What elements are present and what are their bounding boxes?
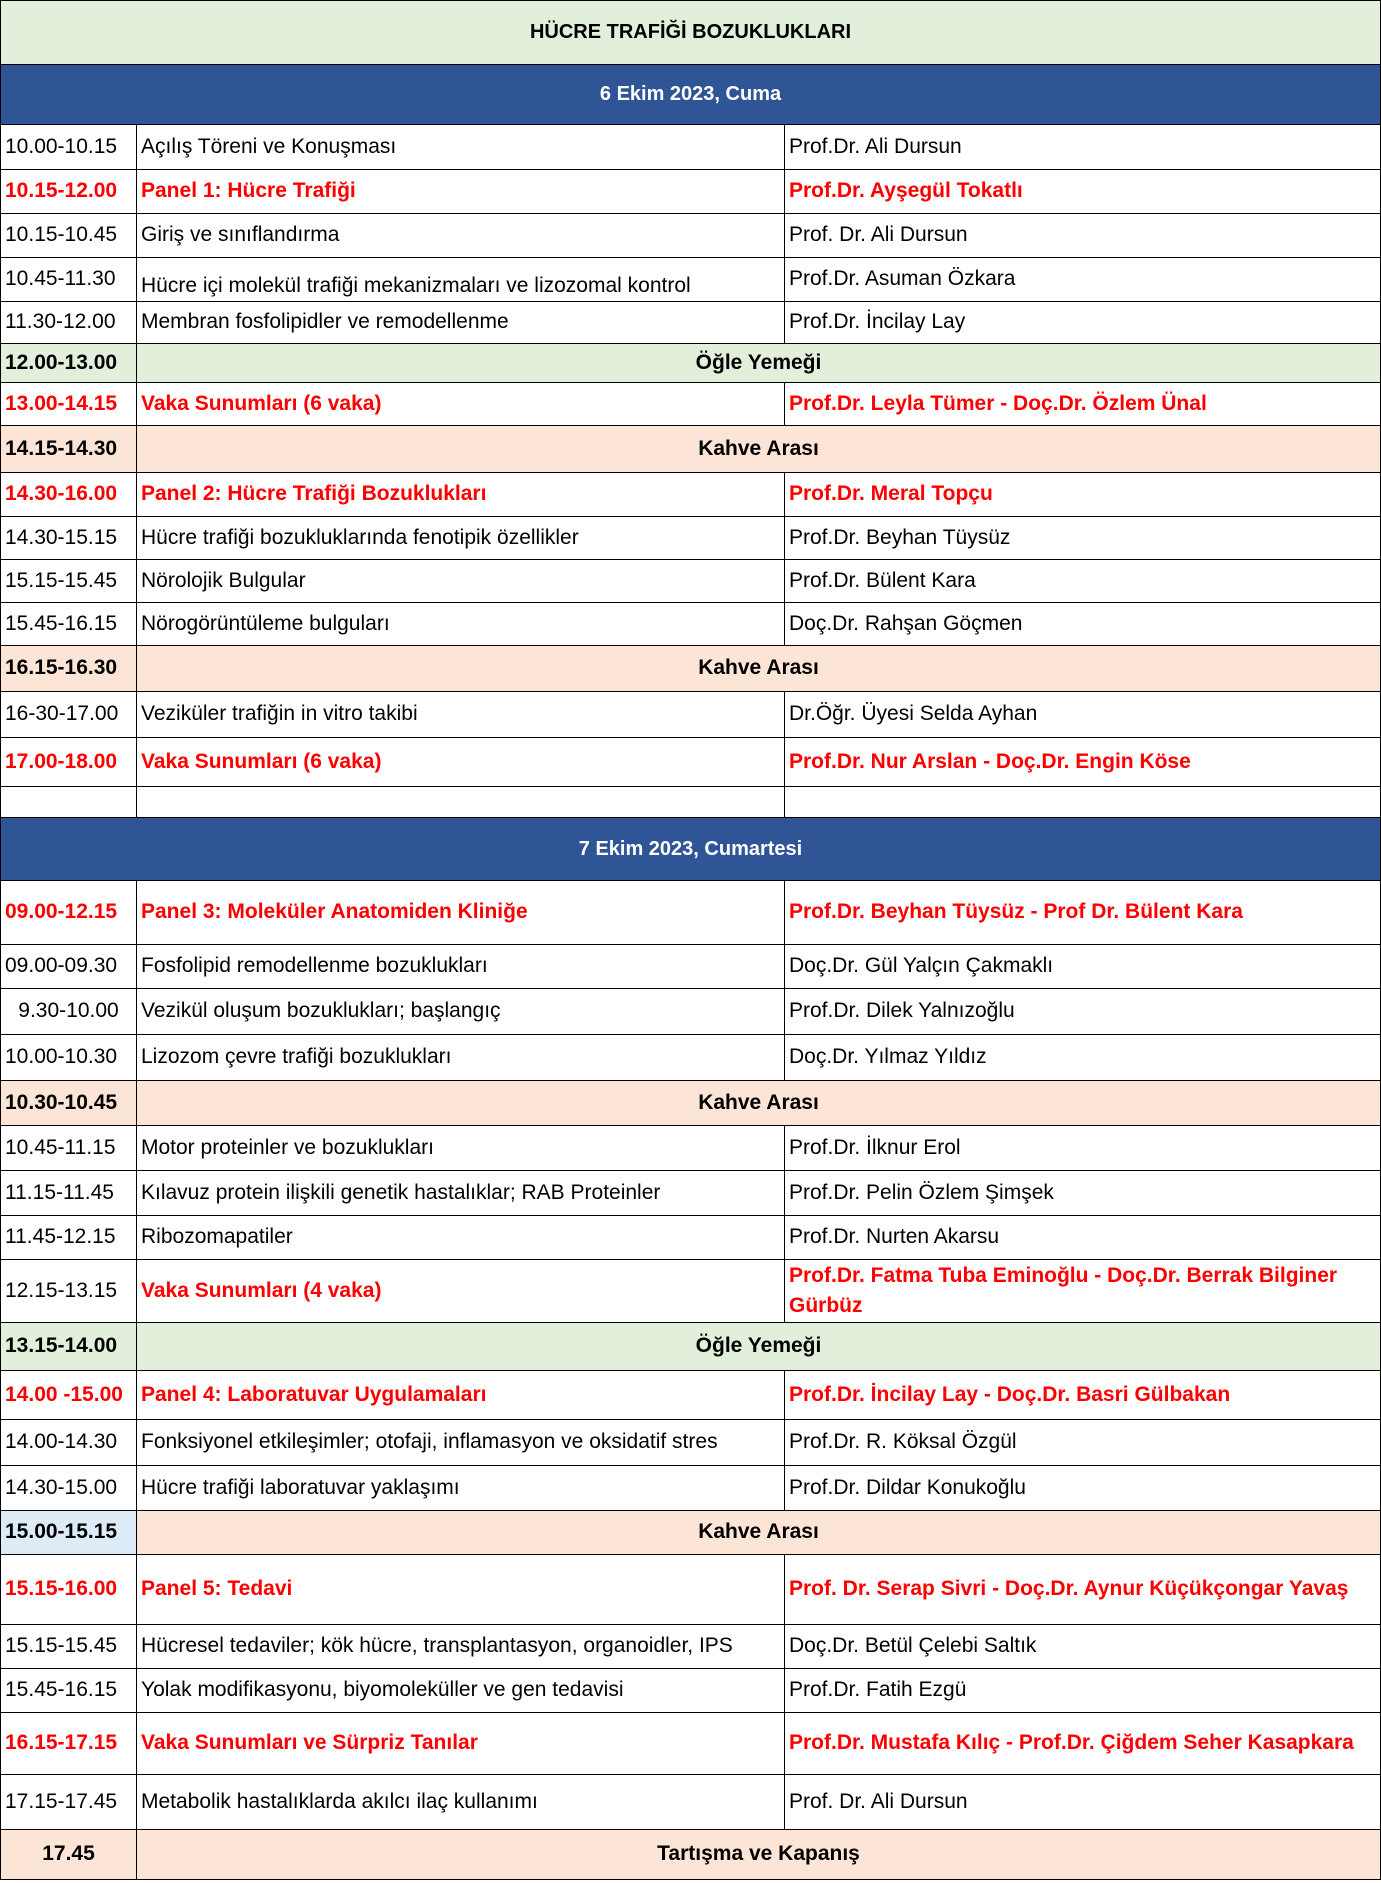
speaker-cell: Prof.Dr. İlknur Erol xyxy=(785,1126,1381,1171)
speaker-cell: Prof.Dr. Pelin Özlem Şimşek xyxy=(785,1171,1381,1216)
time-cell: 11.45-12.15 xyxy=(1,1216,137,1260)
speaker-cell: Prof.Dr. Bülent Kara xyxy=(785,560,1381,603)
time-cell: 12.00-13.00 xyxy=(1,344,137,383)
time-cell: 15.45-16.15 xyxy=(1,603,137,646)
table-row xyxy=(1,302,1381,344)
table-row xyxy=(1,1260,1381,1323)
time-cell: 10.15-10.45 xyxy=(1,214,137,258)
table-row xyxy=(1,1126,1381,1171)
time-cell: 16-30-17.00 xyxy=(1,692,137,738)
speaker-cell: Prof.Dr. Dilek Yalnızoğlu xyxy=(785,989,1381,1035)
table-row xyxy=(1,1081,1381,1126)
table-row xyxy=(1,738,1381,787)
table-row xyxy=(1,692,1381,738)
time-cell: 10.45-11.30 xyxy=(1,258,137,302)
topic-cell: Ribozomapatiler xyxy=(137,1216,785,1260)
topic-cell: Giriş ve sınıflandırma xyxy=(137,214,785,258)
speaker-cell: Doç.Dr. Rahşan Göçmen xyxy=(785,603,1381,646)
table-row xyxy=(1,1775,1381,1830)
time-cell: 17.00-18.00 xyxy=(1,738,137,787)
topic-cell: Panel 4: Laboratuvar Uygulamaları xyxy=(137,1371,785,1420)
time-cell: 15.15-15.45 xyxy=(1,1625,137,1669)
topic-cell: Panel 3: Moleküler Anatomiden Kliniğe xyxy=(137,881,785,945)
topic-cell: Yolak modifikasyonu, biyomoleküller ve gen tedavisi xyxy=(137,1669,785,1713)
table-row xyxy=(1,945,1381,989)
table-row xyxy=(1,1555,1381,1625)
topic-cell: Vezikül oluşum bozuklukları; başlangıç xyxy=(137,989,785,1035)
table-row xyxy=(1,258,1381,302)
time-cell: 14.30-15.00 xyxy=(1,1466,137,1511)
topic-cell: Vaka Sunumları (6 vaka) xyxy=(137,383,785,426)
time-cell: 16.15-16.30 xyxy=(1,646,137,692)
time-cell: 15.00-15.15 xyxy=(1,1511,137,1555)
break-label: Kahve Arası xyxy=(137,646,1381,692)
topic-cell: Hücre trafiği laboratuvar yaklaşımı xyxy=(137,1466,785,1511)
table-row xyxy=(1,1713,1381,1775)
table-row xyxy=(1,1625,1381,1669)
time-cell: 13.00-14.15 xyxy=(1,383,137,426)
topic-cell: Panel 1: Hücre Trafiği xyxy=(137,170,785,214)
speaker-cell: Prof.Dr. Nurten Akarsu xyxy=(785,1216,1381,1260)
day-header-2: 7 Ekim 2023, Cumartesi xyxy=(1,818,1381,881)
topic-cell: Vaka Sunumları (4 vaka) xyxy=(137,1260,785,1323)
topic-cell: Hücresel tedaviler; kök hücre, transplantasyon, organoidler, IPS xyxy=(137,1625,785,1669)
time-cell: 13.15-14.00 xyxy=(1,1323,137,1371)
time-cell: 17.45 xyxy=(1,1830,137,1880)
topic-cell: Nörolojik Bulgular xyxy=(137,560,785,603)
speaker-cell: Doç.Dr. Yılmaz Yıldız xyxy=(785,1035,1381,1081)
speaker-cell: Prof.Dr. Mustafa Kılıç - Prof.Dr. Çiğdem Seher Kasapkara xyxy=(785,1713,1381,1775)
topic-cell: Fosfolipid remodellenme bozuklukları xyxy=(137,945,785,989)
table-row xyxy=(1,473,1381,517)
page-title: HÜCRE TRAFİĞİ BOZUKLUKLARI xyxy=(1,1,1381,65)
time-cell: 10.45-11.15 xyxy=(1,1126,137,1171)
topic-cell: Hücre trafiği bozukluklarında fenotipik özellikler xyxy=(137,517,785,560)
table-row xyxy=(1,1511,1381,1555)
time-cell: 9.30-10.00 xyxy=(1,989,137,1035)
table-row xyxy=(1,1035,1381,1081)
time-cell: 10.30-10.45 xyxy=(1,1081,137,1126)
speaker-cell: Prof.Dr. R. Köksal Özgül xyxy=(785,1420,1381,1466)
speaker-cell: Dr.Öğr. Üyesi Selda Ayhan xyxy=(785,692,1381,738)
speaker-cell: Prof.Dr. Ayşegül Tokatlı xyxy=(785,170,1381,214)
topic-cell: Vaka Sunumları (6 vaka) xyxy=(137,738,785,787)
table-row xyxy=(1,1171,1381,1216)
topic-cell: Panel 2: Hücre Trafiği Bozuklukları xyxy=(137,473,785,517)
speaker-cell: Doç.Dr. Gül Yalçın Çakmaklı xyxy=(785,945,1381,989)
time-cell: 09.00-12.15 xyxy=(1,881,137,945)
topic-cell: Hücre içi molekül trafiği mekanizmaları ve lizozomal kontrol xyxy=(137,258,785,302)
table-row xyxy=(1,646,1381,692)
break-label: Tartışma ve Kapanış xyxy=(137,1830,1381,1880)
speaker-cell: Prof.Dr. Fatih Ezgü xyxy=(785,1669,1381,1713)
time-cell: 15.45-16.15 xyxy=(1,1669,137,1713)
speaker-cell: Prof. Dr. Serap Sivri - Doç.Dr. Aynur Küçükçongar Yavaş xyxy=(785,1555,1381,1625)
break-label: Öğle Yemeği xyxy=(137,1323,1381,1371)
table-row xyxy=(1,1830,1381,1880)
break-label: Kahve Arası xyxy=(137,426,1381,473)
topic-cell: Membran fosfolipidler ve remodellenme xyxy=(137,302,785,344)
topic-cell: Kılavuz protein ilişkili genetik hastalıklar; RAB Proteinler xyxy=(137,1171,785,1216)
topic-cell: Panel 5: Tedavi xyxy=(137,1555,785,1625)
speaker-cell: Prof.Dr. Ali Dursun xyxy=(785,125,1381,170)
table-row xyxy=(1,170,1381,214)
speaker-cell: Prof.Dr. Fatma Tuba Eminoğlu - Doç.Dr. Berrak Bilginer Gürbüz xyxy=(785,1260,1381,1323)
day-header-1: 6 Ekim 2023, Cuma xyxy=(1,65,1381,125)
time-cell: 15.15-16.00 xyxy=(1,1555,137,1625)
speaker-cell: Prof. Dr. Ali Dursun xyxy=(785,1775,1381,1830)
speaker-cell: Prof.Dr. İncilay Lay xyxy=(785,302,1381,344)
time-cell: 14.00 -15.00 xyxy=(1,1371,137,1420)
table-row xyxy=(1,344,1381,383)
table-row xyxy=(1,603,1381,646)
table-row xyxy=(1,1466,1381,1511)
topic-cell: Veziküler trafiğin in vitro takibi xyxy=(137,692,785,738)
table-row xyxy=(1,1216,1381,1260)
time-cell: 10.00-10.30 xyxy=(1,1035,137,1081)
time-cell: 11.15-11.45 xyxy=(1,1171,137,1216)
time-cell: 11.30-12.00 xyxy=(1,302,137,344)
table-row xyxy=(1,214,1381,258)
time-cell: 10.15-12.00 xyxy=(1,170,137,214)
speaker-cell: Prof. Dr. Ali Dursun xyxy=(785,214,1381,258)
topic-cell: Açılış Töreni ve Konuşması xyxy=(137,125,785,170)
table-row xyxy=(1,560,1381,603)
topic-cell: Vaka Sunumları ve Sürpriz Tanılar xyxy=(137,1713,785,1775)
break-label: Öğle Yemeği xyxy=(137,344,1381,383)
time-cell: 14.30-15.15 xyxy=(1,517,137,560)
table-row xyxy=(1,881,1381,945)
speaker-cell: Prof.Dr. Leyla Tümer - Doç.Dr. Özlem Ünal xyxy=(785,383,1381,426)
speaker-cell: Doç.Dr. Betül Çelebi Saltık xyxy=(785,1625,1381,1669)
speaker-cell: Prof.Dr. İncilay Lay - Doç.Dr. Basri Gülbakan xyxy=(785,1371,1381,1420)
table-row xyxy=(1,1420,1381,1466)
speaker-cell: Prof.Dr. Dildar Konukoğlu xyxy=(785,1466,1381,1511)
topic-cell: Fonksiyonel etkileşimler; otofaji, inflamasyon ve oksidatif stres xyxy=(137,1420,785,1466)
topic-cell: Metabolik hastalıklarda akılcı ilaç kullanımı xyxy=(137,1775,785,1830)
break-label: Kahve Arası xyxy=(137,1511,1381,1555)
table-row xyxy=(1,1669,1381,1713)
speaker-cell: Prof.Dr. Nur Arslan - Doç.Dr. Engin Köse xyxy=(785,738,1381,787)
time-cell: 14.15-14.30 xyxy=(1,426,137,473)
time-cell: 09.00-09.30 xyxy=(1,945,137,989)
speaker-cell: Prof.Dr. Beyhan Tüysüz - Prof Dr. Bülent Kara xyxy=(785,881,1381,945)
topic-cell: Nörogörüntüleme bulguları xyxy=(137,603,785,646)
table-row xyxy=(1,1323,1381,1371)
time-cell: 16.15-17.15 xyxy=(1,1713,137,1775)
speaker-cell: Prof.Dr. Meral Topçu xyxy=(785,473,1381,517)
table-row xyxy=(1,989,1381,1035)
break-label: Kahve Arası xyxy=(137,1081,1381,1126)
table-row xyxy=(1,383,1381,426)
time-cell: 12.15-13.15 xyxy=(1,1260,137,1323)
time-cell: 15.15-15.45 xyxy=(1,560,137,603)
table-row xyxy=(1,517,1381,560)
time-cell: 14.00-14.30 xyxy=(1,1420,137,1466)
time-cell: 14.30-16.00 xyxy=(1,473,137,517)
speaker-cell: Prof.Dr. Beyhan Tüysüz xyxy=(785,517,1381,560)
topic-cell: Lizozom çevre trafiği bozuklukları xyxy=(137,1035,785,1081)
topic-cell: Motor proteinler ve bozuklukları xyxy=(137,1126,785,1171)
empty-row xyxy=(1,787,1381,818)
table-row xyxy=(1,1371,1381,1420)
table-row xyxy=(1,426,1381,473)
time-cell: 17.15-17.45 xyxy=(1,1775,137,1830)
time-cell: 10.00-10.15 xyxy=(1,125,137,170)
speaker-cell: Prof.Dr. Asuman Özkara xyxy=(785,258,1381,302)
table-row xyxy=(1,125,1381,170)
